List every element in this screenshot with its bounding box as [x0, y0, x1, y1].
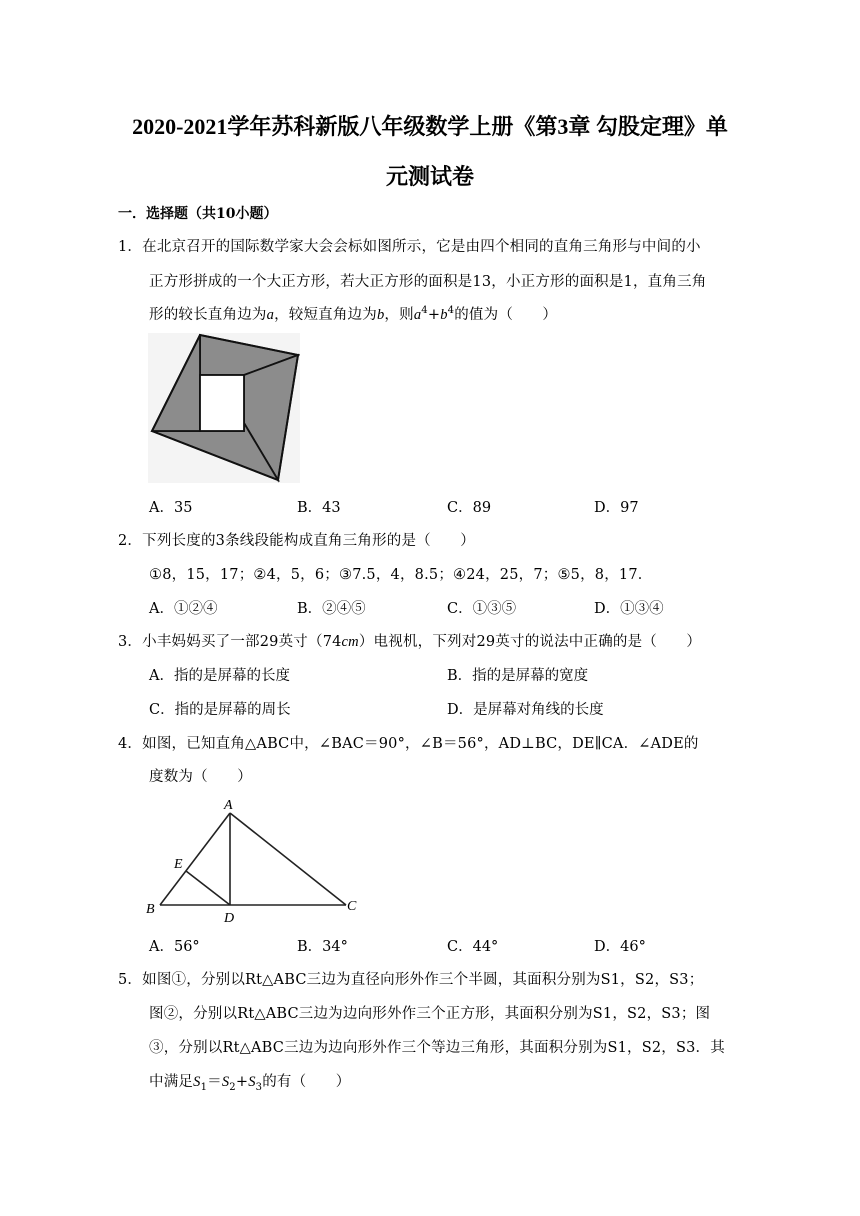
- q5-line4: [149, 1070, 350, 1093]
- q4-option-b[interactable]: B．34°: [297, 939, 348, 955]
- q1-text-1: 在北京召开的国际数学家大会会标如图所示，它是由四个相同的直角三角形与中间的小: [142, 239, 701, 255]
- q5-eq: ＝: [207, 1074, 222, 1090]
- q4-line2: 度数为（ ）: [149, 769, 252, 785]
- q5-s1: S: [193, 1074, 201, 1090]
- q1-option-a[interactable]: A．35: [149, 500, 193, 516]
- q4-line1: [118, 732, 699, 753]
- q2-option-d[interactable]: D．①③④: [594, 601, 664, 617]
- q3-text-1b: ）电视机，下列对29英寸的说法中正确的是（ ）: [358, 634, 702, 650]
- q5-number: 5．: [118, 972, 143, 988]
- q1-var-a: a: [266, 307, 275, 323]
- q3-text-1a: 小丰妈妈买了一部29英寸（74: [142, 634, 342, 650]
- q1-var-b: b: [376, 307, 385, 323]
- q2-option-b[interactable]: B．②④⑤: [297, 601, 366, 617]
- q1-exp-a: a: [413, 307, 422, 323]
- q2-option-a[interactable]: A．①②④: [149, 601, 218, 617]
- q5-text-4a: 中满足: [149, 1074, 194, 1090]
- q2-option-c[interactable]: C．①③⑤: [447, 601, 517, 617]
- q4-label-c: C: [347, 899, 357, 914]
- q4-option-a[interactable]: A．56°: [149, 939, 200, 955]
- page-title-line1: 2020-2021学年苏科新版八年级数学上册《第3章 勾股定理》单: [132, 114, 728, 139]
- q1-option-c[interactable]: C．89: [447, 500, 492, 516]
- q1-figure-pinwheel-square: [148, 333, 300, 483]
- q1-text-3b: ，较短直角边为: [274, 307, 377, 323]
- q4-option-d[interactable]: D．46°: [594, 939, 646, 955]
- q3-unit: cm: [341, 634, 359, 650]
- q5-text-4b: 的有（ ）: [262, 1074, 351, 1090]
- q5-sub1: 1: [200, 1081, 208, 1093]
- q5-s2: S: [221, 1074, 230, 1090]
- q1-sup-a: 4: [421, 305, 428, 317]
- q2-line2: ①8，15，17；②4，5，6；③7.5，4，8.5；④24，25，7；⑤5，8，17．: [149, 567, 653, 583]
- q5-plus: +: [235, 1074, 249, 1090]
- q1-number: 1．: [118, 239, 143, 255]
- q1-line3: [149, 303, 557, 324]
- q3-option-d[interactable]: D．是屏幕对角线的长度: [447, 702, 604, 718]
- q5-sub2: 2: [229, 1081, 236, 1093]
- q5-text-1: 如图①，分别以Rt△ABC三边为直径向形外作三个半圆，其面积分别为S1，S2，S3；: [142, 972, 704, 988]
- q1-text-3c: ，则: [384, 307, 414, 323]
- q4-option-c[interactable]: C．44°: [447, 939, 499, 955]
- q3-option-a[interactable]: A．指的是屏幕的长度: [149, 668, 290, 684]
- q2-line1: [118, 529, 475, 550]
- q4-label-a: A: [224, 798, 233, 813]
- q2-text-1: 下列长度的3条线段能构成直角三角形的是（ ）: [142, 533, 475, 549]
- q1-option-b[interactable]: B．43: [297, 500, 341, 516]
- q5-line1: [118, 968, 703, 989]
- q1-line2: 正方形拼成的一个大正方形，若大正方形的面积是13，小正方形的面积是1，直角三角: [149, 274, 707, 290]
- page-title-line2: 元测试卷: [385, 164, 474, 189]
- q4-label-d: D: [224, 911, 235, 925]
- q1-plus: +: [427, 307, 441, 323]
- q4-label-b: B: [146, 902, 155, 917]
- q1-sup-b: 4: [447, 305, 455, 317]
- q5-sub3: 3: [255, 1081, 263, 1093]
- q5-line2: 图②，分别以Rt△ABC三边为边向形外作三个正方形，其面积分别为S1，S2，S3；图: [149, 1006, 711, 1022]
- q1-line1: [118, 235, 701, 256]
- q5-s3: S: [248, 1074, 256, 1090]
- q3-number: 3．: [118, 634, 143, 650]
- q1-text-3a: 形的较长直角边为: [149, 307, 267, 323]
- q4-text-1: 如图，已知直角△ABC中，∠BAC＝90°，∠B＝56°，AD⊥BC，DE∥CA．∠ADE的: [142, 736, 699, 752]
- q1-exp-b: b: [440, 307, 448, 323]
- q1-text-3d: 的值为（ ）: [454, 307, 558, 323]
- q1-option-d[interactable]: D．97: [594, 500, 639, 516]
- q3-option-b[interactable]: B．指的是屏幕的宽度: [447, 668, 589, 684]
- q2-number: 2．: [118, 533, 143, 549]
- q4-label-e: E: [174, 857, 183, 872]
- q3-line1: [118, 630, 701, 651]
- q4-figure-right-triangle: [140, 795, 370, 925]
- section-heading: 一．选择题（共10小题）: [118, 206, 278, 222]
- q3-option-c[interactable]: C．指的是屏幕的周长: [149, 702, 291, 718]
- q5-line3: ③，分别以Rt△ABC三边为边向形外作三个等边三角形，其面积分别为S1，S2，S3．其: [149, 1040, 725, 1056]
- q4-number: 4．: [118, 736, 143, 752]
